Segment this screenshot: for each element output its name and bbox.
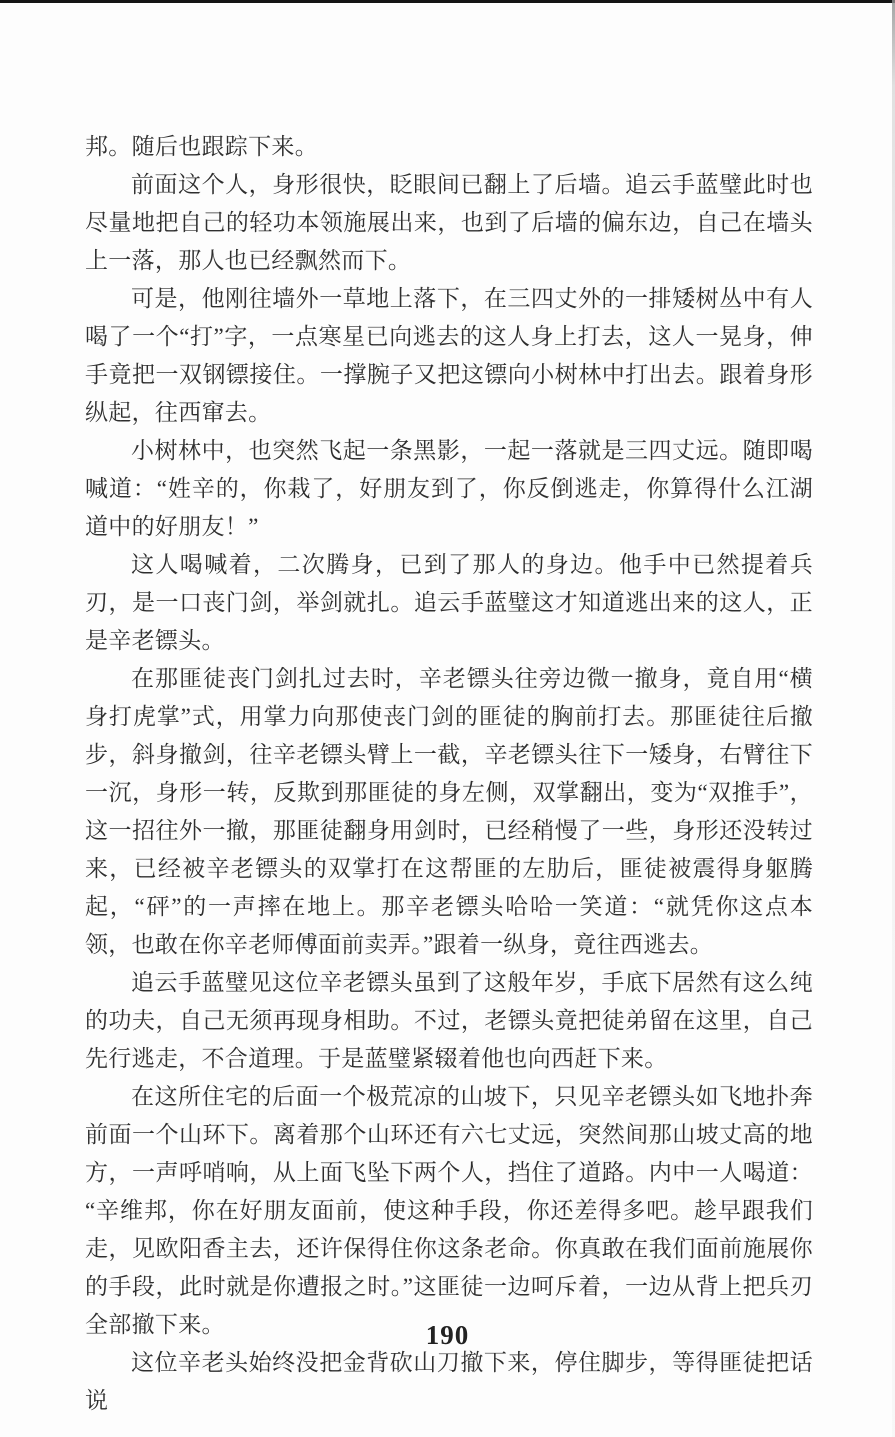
paragraph: 邦。随后也跟踪下来。: [85, 134, 318, 159]
paragraph: 追云手蓝璧见这位辛老镖头虽到了这般年岁，手底下居然有这么纯的功夫，自己无须再现身相助。不过，老镖头竟把徒弟留在这里，自己先行逃走，不合道理。于是蓝璧紧辍着他也向西赶下来。: [85, 970, 813, 1071]
paragraph: 这位辛老头始终没把金背砍山刀撤下来，停住脚步，等得匪徒把话说: [85, 1350, 813, 1413]
paragraph: 在这所住宅的后面一个极荒凉的山坡下，只见辛老镖头如飞地扑奔前面一个山环下。离着那个山环还有六七丈远，突然间那山坡丈高的地方，一声呼哨响，从上面飞坠下两个人，挡住了道路。内中一人喝道：“辛维邦，你在好朋友面前，使这种手段，你还差得多吧。趁早跟我们走，见欧阳香主去，还许保得住你这条老命。你真敢在我们面前施展你的手段，此时就是你遭报之时。”这匪徒一边呵斥着，一边从背上把兵刃全部撤下来。: [85, 1084, 813, 1337]
paragraph: 小树林中，也突然飞起一条黑影，一起一落就是三四丈远。随即喝喊道：“姓辛的，你栽了，好朋友到了，你反倒逃走，你算得什么江湖道中的好朋友！”: [85, 438, 813, 539]
paragraph: 前面这个人，身形很快，眨眼间已翻上了后墙。追云手蓝璧此时也尽量地把自己的轻功本领施展出来，也到了后墙的偏东边，自己在墙头上一落，那人也已经飘然而下。: [85, 172, 813, 273]
paragraph: 可是，他刚往墙外一草地上落下，在三四丈外的一排矮树丛中有人喝了一个“打”字，一点寒星已向逃去的这人身上打去，这人一晃身，伸手竟把一双钢镖接住。一撑腕子又把这镖向小树林中打出去。跟着身形纵起，往西窜去。: [85, 286, 813, 425]
paragraph: 这人喝喊着，二次腾身，已到了那人的身边。他手中已然提着兵刃，是一口丧门剑，举剑就扎。追云手蓝璧这才知道逃出来的这人，正是辛老镖头。: [85, 552, 813, 653]
page-number: 190: [425, 1320, 470, 1350]
page-text: [85, 128, 813, 1420]
scan-edge-top-artifact: [0, 0, 895, 3]
paragraph: 在那匪徒丧门剑扎过去时，辛老镖头往旁边微一撤身，竟自用“横身打虎掌”式，用掌力向那使丧门剑的匪徒的胸前打去。那匪徒往后撤步，斜身撤剑，往辛老镖头臂上一截，辛老镖头往下一矮身，右臂往下一沉，身形一转，反欺到那匪徒的身左侧，双掌翻出，变为“双推手”，这一招往外一撤，那匪徒翻身用剑时，已经稍慢了一些，身形还没转过来，已经被辛老镖头的双掌打在这帮匪的左肋后，匪徒被震得身躯腾起，“砰”的一声摔在地上。那辛老镖头哈哈一笑道：“就凭你这点本领，也敢在你辛老师傅面前卖弄。”跟着一纵身，竟往西逃去。: [85, 666, 813, 957]
